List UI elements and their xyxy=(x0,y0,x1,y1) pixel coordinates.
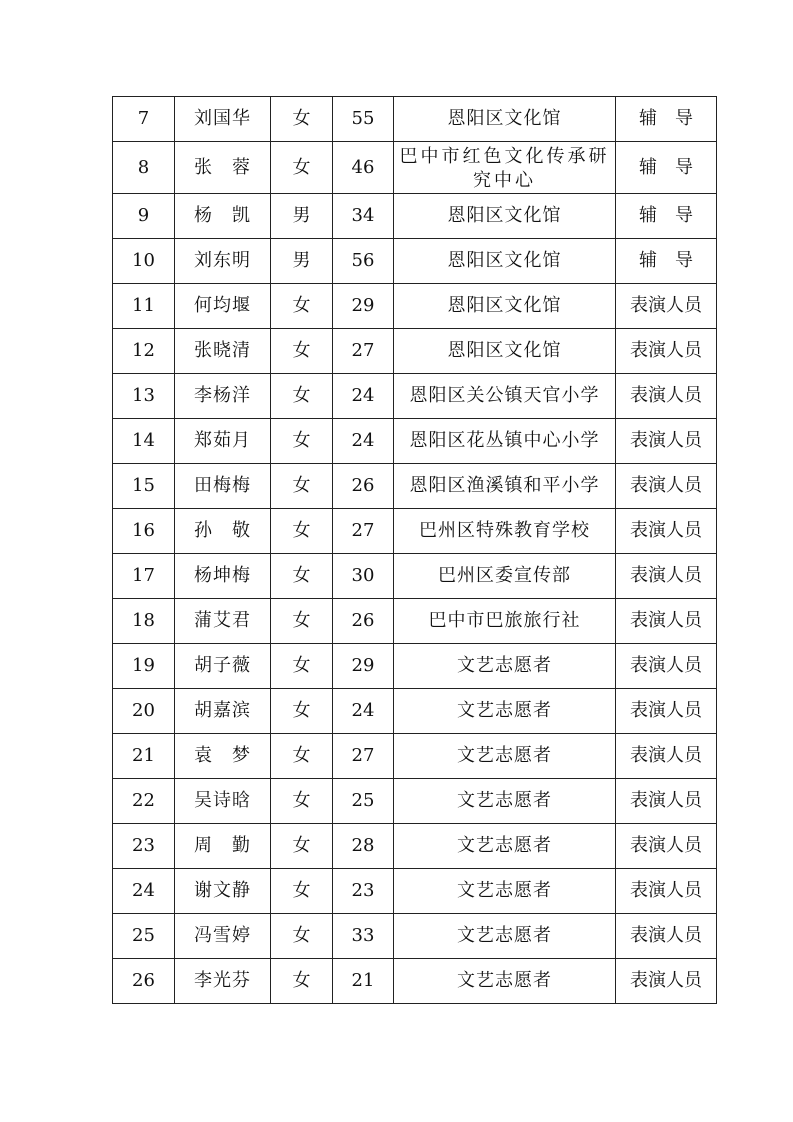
person-sex: 女 xyxy=(271,959,333,1004)
person-name: 李杨洋 xyxy=(175,374,271,419)
row-number: 16 xyxy=(113,509,175,554)
person-sex: 女 xyxy=(271,554,333,599)
work-unit: 文艺志愿者 xyxy=(394,779,616,824)
person-name: 胡嘉滨 xyxy=(175,689,271,734)
person-sex: 女 xyxy=(271,374,333,419)
table-row xyxy=(113,914,717,959)
person-name: 郑茹月 xyxy=(175,419,271,464)
person-age: 26 xyxy=(333,464,394,509)
person-sex: 女 xyxy=(271,824,333,869)
person-role: 表演人员 xyxy=(616,284,717,329)
row-number: 17 xyxy=(113,554,175,599)
work-unit: 恩阳区文化馆 xyxy=(394,284,616,329)
work-unit: 文艺志愿者 xyxy=(394,959,616,1004)
row-number: 23 xyxy=(113,824,175,869)
person-role: 表演人员 xyxy=(616,419,717,464)
table-row xyxy=(113,239,717,284)
row-number: 12 xyxy=(113,329,175,374)
row-number: 20 xyxy=(113,689,175,734)
table-row xyxy=(113,599,717,644)
person-age: 29 xyxy=(333,284,394,329)
person-age: 25 xyxy=(333,779,394,824)
person-sex: 女 xyxy=(271,284,333,329)
table-row xyxy=(113,284,717,329)
person-sex: 女 xyxy=(271,869,333,914)
person-name: 吴诗晗 xyxy=(175,779,271,824)
table-row xyxy=(113,959,717,1004)
table-row xyxy=(113,374,717,419)
person-age: 23 xyxy=(333,869,394,914)
work-unit: 恩阳区文化馆 xyxy=(394,194,616,239)
table-row xyxy=(113,779,717,824)
person-age: 27 xyxy=(333,329,394,374)
person-name: 杨坤梅 xyxy=(175,554,271,599)
person-role: 表演人员 xyxy=(616,869,717,914)
person-role: 表演人员 xyxy=(616,509,717,554)
work-unit: 巴中市巴旅旅行社 xyxy=(394,599,616,644)
person-sex: 男 xyxy=(271,194,333,239)
person-age: 27 xyxy=(333,734,394,779)
row-number: 7 xyxy=(113,97,175,142)
table-row xyxy=(113,644,717,689)
person-role: 辅 导 xyxy=(616,194,717,239)
person-role: 辅 导 xyxy=(616,97,717,142)
row-number: 21 xyxy=(113,734,175,779)
table-row xyxy=(113,97,717,142)
work-unit: 巴州区委宣传部 xyxy=(394,554,616,599)
person-sex: 女 xyxy=(271,142,333,194)
person-age: 30 xyxy=(333,554,394,599)
person-name: 袁 梦 xyxy=(175,734,271,779)
work-unit: 文艺志愿者 xyxy=(394,644,616,689)
person-sex: 女 xyxy=(271,97,333,142)
work-unit: 恩阳区文化馆 xyxy=(394,97,616,142)
person-age: 33 xyxy=(333,914,394,959)
person-sex: 女 xyxy=(271,734,333,779)
person-name: 谢文静 xyxy=(175,869,271,914)
person-age: 56 xyxy=(333,239,394,284)
person-age: 21 xyxy=(333,959,394,1004)
row-number: 8 xyxy=(113,142,175,194)
row-number: 18 xyxy=(113,599,175,644)
person-role: 表演人员 xyxy=(616,554,717,599)
person-age: 24 xyxy=(333,374,394,419)
work-unit xyxy=(394,142,616,194)
row-number: 11 xyxy=(113,284,175,329)
table-row xyxy=(113,869,717,914)
table-row xyxy=(113,689,717,734)
person-name: 蒲艾君 xyxy=(175,599,271,644)
table-row xyxy=(113,419,717,464)
row-number: 9 xyxy=(113,194,175,239)
table-row xyxy=(113,554,717,599)
row-number: 14 xyxy=(113,419,175,464)
person-age: 29 xyxy=(333,644,394,689)
person-age: 24 xyxy=(333,689,394,734)
person-role: 表演人员 xyxy=(616,914,717,959)
table-row xyxy=(113,509,717,554)
person-sex: 女 xyxy=(271,329,333,374)
person-role: 表演人员 xyxy=(616,734,717,779)
person-role: 表演人员 xyxy=(616,689,717,734)
person-role: 辅 导 xyxy=(616,142,717,194)
person-sex: 女 xyxy=(271,914,333,959)
person-age: 24 xyxy=(333,419,394,464)
person-name: 田梅梅 xyxy=(175,464,271,509)
work-unit: 恩阳区渔溪镇和平小学 xyxy=(394,464,616,509)
person-sex: 女 xyxy=(271,644,333,689)
work-unit: 文艺志愿者 xyxy=(394,689,616,734)
row-number: 19 xyxy=(113,644,175,689)
row-number: 15 xyxy=(113,464,175,509)
row-number: 24 xyxy=(113,869,175,914)
person-role: 表演人员 xyxy=(616,374,717,419)
roster-table xyxy=(112,96,717,1004)
person-name: 周 勤 xyxy=(175,824,271,869)
table-row xyxy=(113,142,717,194)
row-number: 22 xyxy=(113,779,175,824)
person-role: 表演人员 xyxy=(616,464,717,509)
person-age: 28 xyxy=(333,824,394,869)
person-sex: 女 xyxy=(271,464,333,509)
row-number: 26 xyxy=(113,959,175,1004)
row-number: 10 xyxy=(113,239,175,284)
person-role: 表演人员 xyxy=(616,824,717,869)
person-name: 冯雪婷 xyxy=(175,914,271,959)
table-row xyxy=(113,734,717,779)
person-sex: 女 xyxy=(271,689,333,734)
person-age: 46 xyxy=(333,142,394,194)
work-unit: 恩阳区花丛镇中心小学 xyxy=(394,419,616,464)
table-row xyxy=(113,824,717,869)
person-name: 刘东明 xyxy=(175,239,271,284)
roster-sheet xyxy=(112,96,717,1004)
person-age: 55 xyxy=(333,97,394,142)
person-role: 表演人员 xyxy=(616,959,717,1004)
work-unit-text: 巴中市红色文化传承研究中心 xyxy=(399,146,610,191)
work-unit: 文艺志愿者 xyxy=(394,734,616,779)
work-unit: 恩阳区文化馆 xyxy=(394,329,616,374)
person-sex: 女 xyxy=(271,599,333,644)
person-role: 表演人员 xyxy=(616,779,717,824)
work-unit: 文艺志愿者 xyxy=(394,914,616,959)
person-name: 张 蓉 xyxy=(175,142,271,194)
person-age: 34 xyxy=(333,194,394,239)
work-unit: 文艺志愿者 xyxy=(394,824,616,869)
roster-body xyxy=(113,97,717,1004)
work-unit: 恩阳区文化馆 xyxy=(394,239,616,284)
person-name: 李光芬 xyxy=(175,959,271,1004)
person-sex: 男 xyxy=(271,239,333,284)
person-name: 杨 凯 xyxy=(175,194,271,239)
person-name: 何均堰 xyxy=(175,284,271,329)
person-role: 表演人员 xyxy=(616,599,717,644)
work-unit: 恩阳区关公镇天官小学 xyxy=(394,374,616,419)
person-name: 刘国华 xyxy=(175,97,271,142)
work-unit: 巴州区特殊教育学校 xyxy=(394,509,616,554)
person-name: 胡子薇 xyxy=(175,644,271,689)
work-unit: 文艺志愿者 xyxy=(394,869,616,914)
table-row xyxy=(113,194,717,239)
person-role: 辅 导 xyxy=(616,239,717,284)
table-row xyxy=(113,464,717,509)
person-sex: 女 xyxy=(271,419,333,464)
person-role: 表演人员 xyxy=(616,329,717,374)
person-age: 27 xyxy=(333,509,394,554)
table-row xyxy=(113,329,717,374)
row-number: 25 xyxy=(113,914,175,959)
person-name: 孙 敬 xyxy=(175,509,271,554)
person-age: 26 xyxy=(333,599,394,644)
row-number: 13 xyxy=(113,374,175,419)
person-sex: 女 xyxy=(271,779,333,824)
person-role: 表演人员 xyxy=(616,644,717,689)
person-sex: 女 xyxy=(271,509,333,554)
person-name: 张晓清 xyxy=(175,329,271,374)
